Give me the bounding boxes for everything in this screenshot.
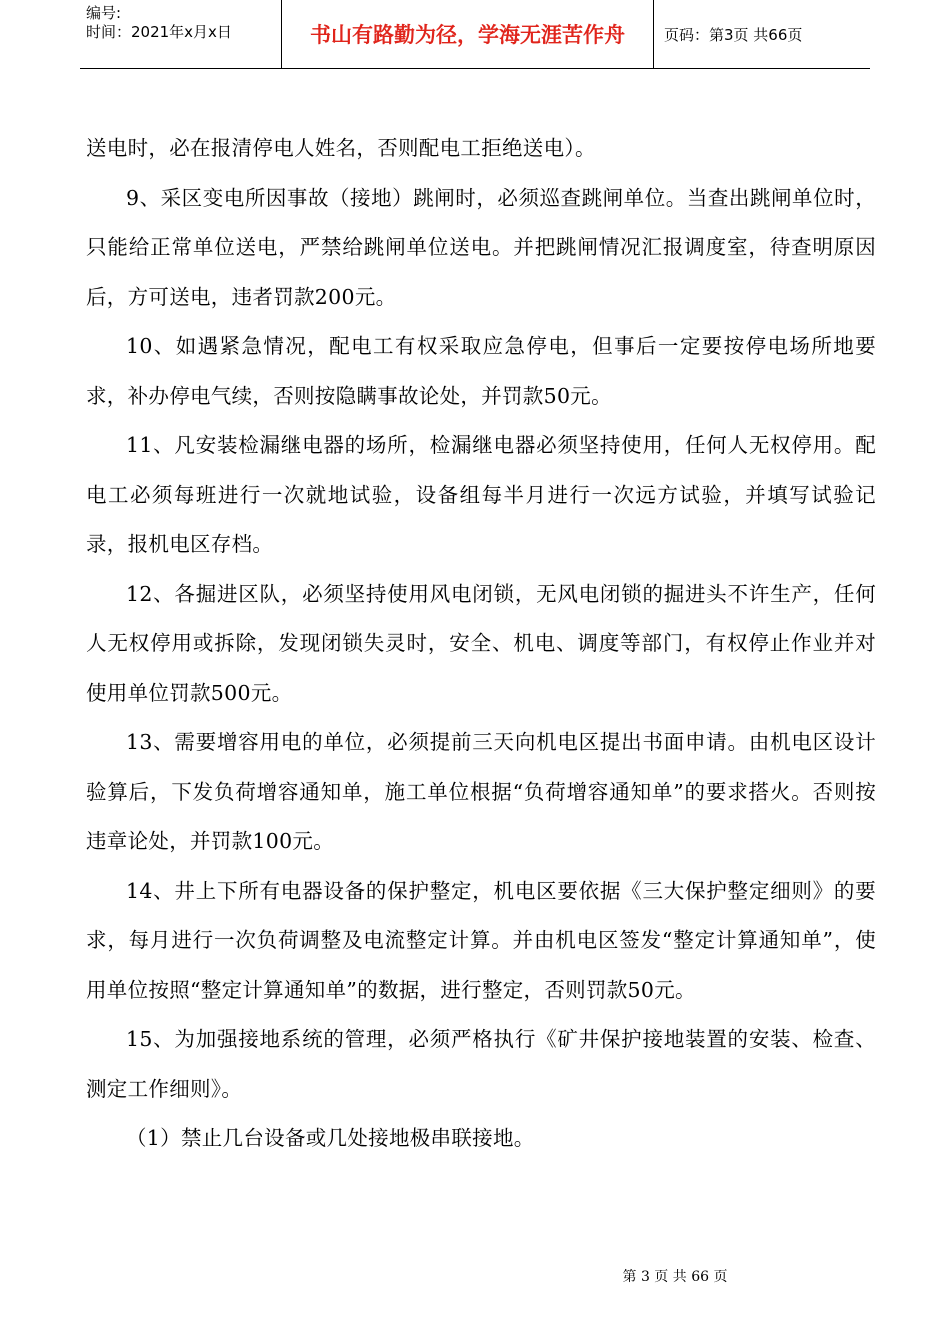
page-header	[80, 0, 870, 69]
page-footer	[0, 1266, 950, 1286]
paragraph-item-15: 15、为加强接地系统的管理，必须严格执行《矿井保护接地装置的安装、检查、测定工作细则》。	[86, 1027, 876, 1101]
header-motto: 书山有路勤为径，学海无涯苦作舟	[282, 0, 654, 68]
paragraph-item-10: 10、如遇紧急情况，配电工有权采取应急停电，但事后一定要按停电场所地要求，补办停电气续，否则按隐瞒事故论处，并罚款50元。	[86, 334, 876, 408]
header-meta	[80, 0, 282, 68]
paragraph-item-12: 12、各掘进区队，必须坚持使用风电闭锁，无风电闭锁的掘进头不许生产，任何人无权停用或拆除，发现闭锁失灵时，安全、机电、调度等部门，有权停止作业并对使用单位罚款500元。	[86, 581, 876, 705]
paragraph-item-9: 9、采区变电所因事故（接地）跳闸时，必须巡查跳闸单位。当查出跳闸单位时，只能给正常单位送电，严禁给跳闸单位送电。并把跳闸情况汇报调度室，待查明原因后，方可送电，违者罚款200元。	[86, 185, 876, 309]
paragraph-item-11: 11、凡安装检漏继电器的场所，检漏继电器必须坚持使用，任何人无权停用。配电工必须每班进行一次就地试验，设备组每半月进行一次远方试验，并填写试验记录，报机电区存档。	[86, 433, 876, 556]
paragraph-continuation: 送电时，必在报清停电人姓名，否则配电工拒绝送电）。	[86, 136, 596, 160]
footer-page-number: 第 3 页 共 66 页	[622, 1269, 728, 1285]
document-number-label: 编号:	[86, 4, 122, 22]
paragraph-subitem-1: （1）禁止几台设备或几处接地极串联接地。	[126, 1126, 535, 1150]
paragraph-item-13: 13、需要增容用电的单位，必须提前三天向机电区提出书面申请。由机电区设计验算后，下发负荷增容通知单，施工单位根据“负荷增容通知单”的要求搭火。否则按违章论处，并罚款100元。	[86, 730, 876, 853]
document-date-label: 时间：2021年x月x日	[86, 23, 232, 41]
document-body	[86, 124, 876, 1164]
header-page-info: 页码：第3页 共66页	[664, 25, 803, 44]
paragraph-item-14: 14、井上下所有电器设备的保护整定，机电区要依据《三大保护整定细则》的要求，每月进行一次负荷调整及电流整定计算。并由机电区签发“整定计算通知单”，使用单位按照“整定计算通知单”的数据，进行整定，否则罚款50元。	[86, 878, 876, 1002]
